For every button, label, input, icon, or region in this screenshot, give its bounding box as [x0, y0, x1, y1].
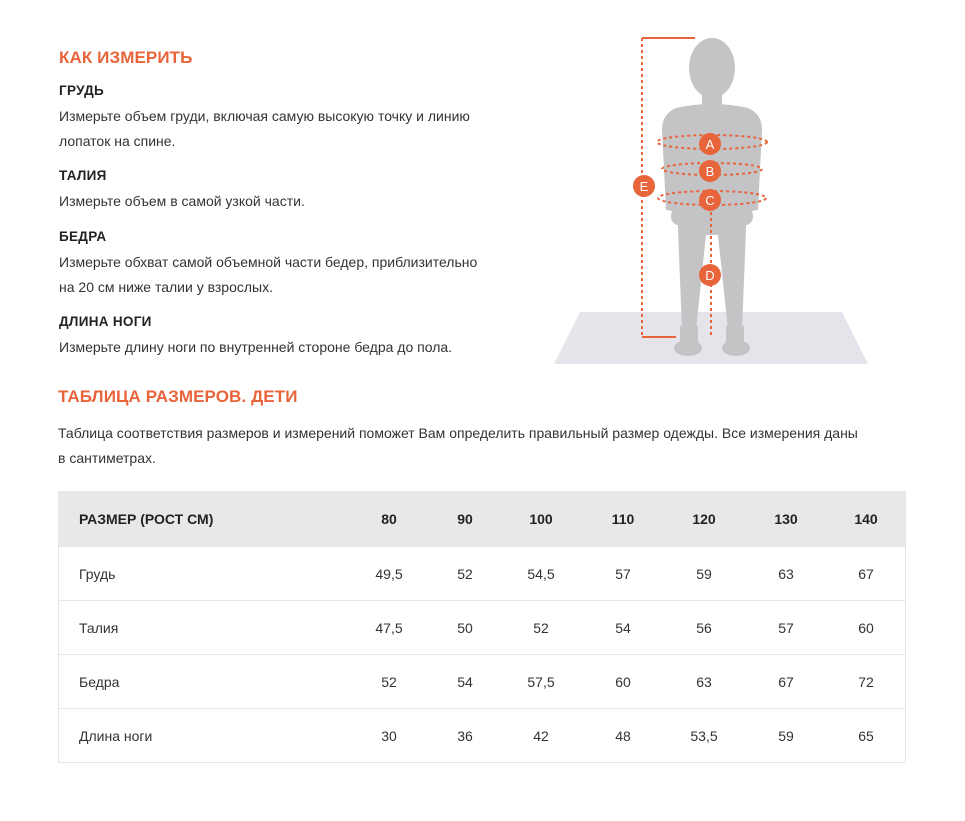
table-row-leg-length	[59, 708, 905, 762]
table-cell: 52	[533, 619, 549, 636]
waist-description	[59, 189, 305, 214]
header-size-130: 130	[774, 510, 798, 527]
how-to-measure-title: КАК ИЗМЕРИТЬ	[59, 48, 193, 67]
table-cell: 52	[381, 673, 397, 690]
marker-e	[633, 175, 655, 197]
header-size-120: 120	[692, 510, 716, 527]
table-cell: 67	[778, 673, 794, 690]
table-cell: 59	[778, 727, 794, 744]
hips-description-line-1: Измерьте обхват самой объемной части бедер, приблизительно	[59, 254, 478, 270]
marker-b	[699, 160, 721, 182]
marker-e-label: E	[639, 179, 649, 194]
table-cell: 54	[615, 619, 631, 636]
table-cell: 36	[457, 727, 473, 744]
table-cell: 52	[457, 565, 473, 582]
header-size-140: 140	[854, 510, 878, 527]
table-cell: 54	[457, 673, 473, 690]
hips-heading: БЕДРА	[59, 229, 107, 244]
marker-c-label: C	[705, 193, 715, 208]
table-header-row	[59, 491, 905, 546]
table-cell: 42	[533, 727, 549, 744]
size-table-title: ТАБЛИЦА РАЗМЕРОВ. ДЕТИ	[58, 387, 298, 406]
marker-a-label: A	[705, 137, 715, 152]
table-cell: 56	[696, 619, 712, 636]
table-cell: 65	[858, 727, 874, 744]
table-cell: 60	[858, 619, 874, 636]
table-cell: 60	[615, 673, 631, 690]
size-table-description-line-1: Таблица соответствия размеров и измерений поможет Вам определить правильный размер одежды. Все измерения даны	[58, 425, 858, 441]
chest-description	[59, 104, 470, 154]
row-label: Талия	[79, 619, 119, 636]
marker-d-label: D	[705, 268, 715, 283]
table-cell: 47,5	[375, 619, 403, 636]
chest-heading: ГРУДЬ	[59, 83, 105, 98]
marker-d	[699, 264, 721, 286]
waist-heading: ТАЛИЯ	[59, 168, 107, 183]
table-cell: 50	[457, 619, 473, 636]
leg-length-description	[59, 335, 452, 360]
table-cell: 63	[696, 673, 712, 690]
table-cell: 30	[381, 727, 397, 744]
marker-b-label: B	[705, 164, 715, 179]
table-cell: 57	[615, 565, 631, 582]
header-size-80: 80	[381, 510, 397, 527]
waist-description-line-1: Измерьте объем в самой узкой части.	[59, 193, 305, 209]
marker-a	[699, 133, 721, 155]
table-cell: 48	[615, 727, 631, 744]
floor-shape	[554, 312, 868, 364]
header-size-110: 110	[611, 510, 635, 527]
table-row-chest	[59, 546, 905, 600]
size-table-description	[58, 421, 858, 471]
hips-description	[59, 250, 477, 300]
row-label: Бедра	[79, 673, 120, 690]
size-table-description-line-2: в сантиметрах.	[58, 450, 156, 466]
row-label: Грудь	[79, 565, 116, 582]
header-size-100: 100	[529, 510, 553, 527]
header-size-90: 90	[457, 510, 473, 527]
table-row-waist	[59, 600, 905, 654]
leg-length-description-line-1: Измерьте длину ноги по внутренней стороне бедра до пола.	[59, 339, 453, 355]
table-row-hips	[59, 654, 905, 708]
table-cell: 57	[778, 619, 794, 636]
table-cell: 59	[696, 565, 712, 582]
table-cell: 63	[778, 565, 794, 582]
row-label: Длина ноги	[79, 727, 153, 744]
size-table	[58, 491, 906, 763]
measurement-figure	[550, 30, 870, 370]
table-cell: 54,5	[527, 565, 555, 582]
header-size-label: РАЗМЕР (РОСТ СМ)	[79, 510, 214, 527]
chest-description-line-1: Измерьте объем груди, включая самую высокую точку и линию	[59, 108, 470, 124]
marker-c	[699, 189, 721, 211]
table-cell: 49,5	[375, 565, 403, 582]
table-cell: 67	[858, 565, 874, 582]
table-cell: 72	[858, 673, 874, 690]
leg-length-heading: ДЛИНА НОГИ	[59, 314, 152, 329]
table-cell: 53,5	[690, 727, 718, 744]
chest-description-line-2: лопаток на спине.	[59, 133, 176, 149]
table-cell: 57,5	[527, 673, 555, 690]
hips-description-line-2: на 20 см ниже талии у взрослых.	[59, 279, 273, 295]
